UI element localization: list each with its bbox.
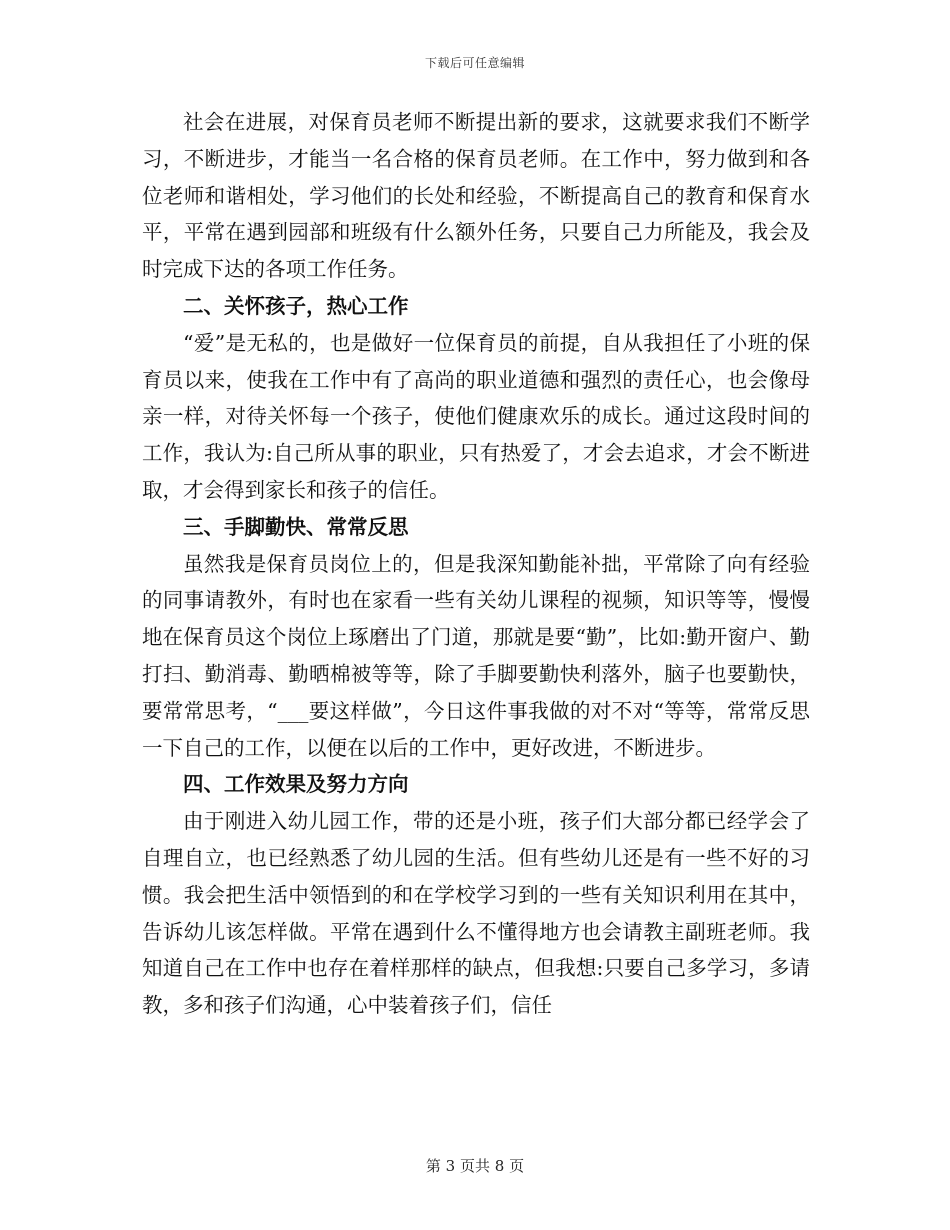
document-body — [142, 104, 810, 1024]
paragraph-3: 虽然我是保育员岗位上的，但是我深知勤能补拙，平常除了向有经验的同事请教外，有时也在家看一些有关幼儿课程的视频，知识等等，慢慢地在保育员这个岗位上琢磨出了门道，那就是要“勤”，比如:勤开窗户、勤打扫、勤消毒、勤晒棉被等等，除了手脚要勤快利落外，脑子也要勤快，要常常思考，“___要这样做”，今日这件事我做的对不对“等等，常常反思一下自己的工作，以便在以后的工作中，更好改进，不断进步。 — [142, 551, 810, 760]
section-heading-3: 三、手脚勤快、常常反思 — [183, 514, 409, 539]
page-footer: 第 3 页共 8 页 — [425, 1157, 525, 1175]
section-heading-4: 四、工作效果及努力方向 — [183, 772, 409, 797]
section-heading-2: 二、关怀孩子，热心工作 — [183, 293, 409, 318]
paragraph-4: 由于刚进入幼儿园工作，带的还是小班，孩子们大部分都已经学会了自理自立，也已经熟悉了幼儿园的生活。但有些幼儿还是有一些不好的习惯。我会把生活中领悟到的和在学校学习到的一些有关知识利用在其中，告诉幼儿该怎样做。平常在遇到什么不懂得地方也会请教主副班老师。我知道自己在工作中也存在着样那样的缺点，但我想:只要自己多学习，多请教，多和孩子们沟通，心中装着孩子们，信任 — [142, 809, 810, 1018]
paragraph-1: 社会在进展，对保育员老师不断提出新的要求，这就要求我们不断学习，不断进步，才能当一名合格的保育员老师。在工作中，努力做到和各位老师和谐相处，学习他们的长处和经验，不断提高自己的教育和保育水平，平常在遇到园部和班级有什么额外任务，只要自己力所能及，我会及时完成下达的各项工作任务。 — [142, 110, 810, 282]
paragraph-2: “爱”是无私的，也是做好一位保育员的前提，自从我担任了小班的保育员以来，使我在工作中有了高尚的职业道德和强烈的责任心，也会像母亲一样，对待关怀每一个孩子，使他们健康欢乐的成长。通过这段时间的工作，我认为:自己所从事的职业，只有热爱了，才会去追求，才会不断进取，才会得到家长和孩子的信任。 — [142, 330, 810, 502]
page-header: 下载后可任意编辑 — [424, 56, 525, 70]
